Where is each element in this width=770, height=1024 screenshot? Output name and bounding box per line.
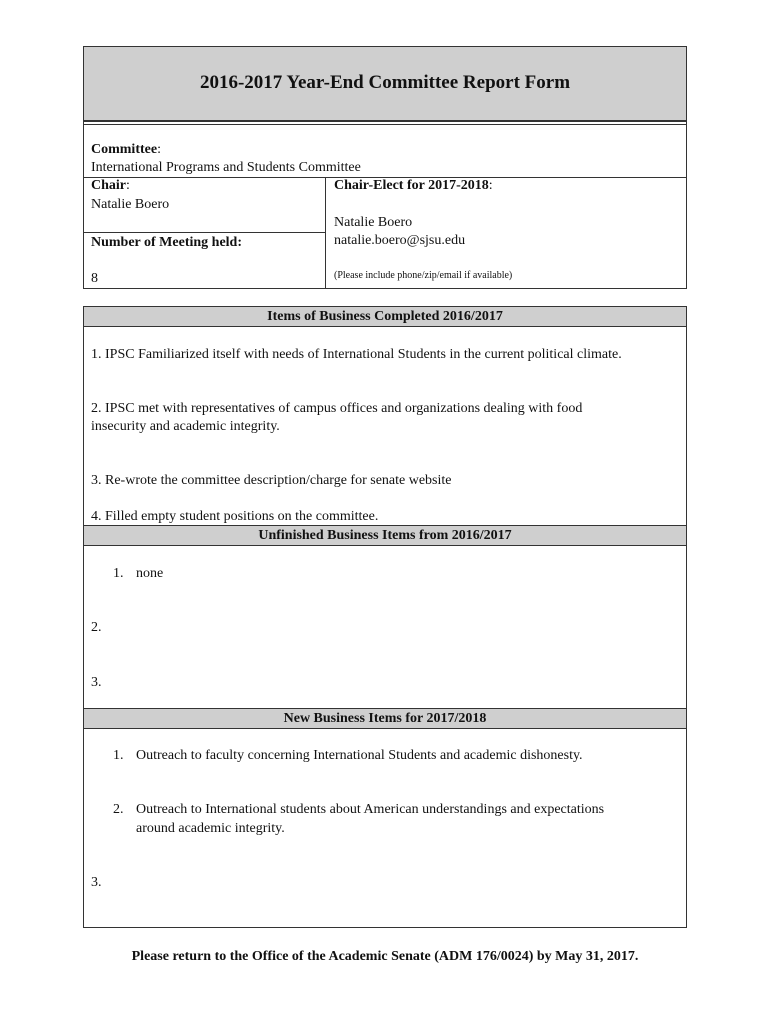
committee-label-line (91, 142, 161, 158)
new-heading: New Business Items for 2017/2018 (283, 711, 487, 726)
unfinished-item-2: 2. (91, 620, 102, 635)
new-item-2-line-1: Outreach to International students about American understandings and expectations (136, 802, 605, 817)
completed-item-2-cont: insecurity and academic integrity. (91, 419, 280, 434)
new-item-3: 3. (91, 875, 102, 890)
completed-item-2: 2. IPSC met with representatives of campus offices and organizations dealing with food (91, 401, 583, 416)
committee-label: Committee (91, 142, 158, 157)
unfinished-heading: Unfinished Business Items from 2016/2017 (258, 528, 512, 543)
contact-note: (Please include phone/zip/email if available) (334, 270, 513, 281)
unfinished-item-1-num: 1. (113, 566, 124, 581)
unfinished-item-1: none (136, 566, 164, 581)
meetings-value: 8 (91, 271, 98, 286)
info-box (83, 121, 687, 289)
new-item-2-num: 2. (113, 802, 124, 817)
chair-label-line (91, 178, 130, 194)
chair-label: Chair (91, 178, 126, 193)
unfinished-heading-rule (83, 545, 687, 546)
chair-value: Natalie Boero (91, 197, 170, 212)
completed-heading-rule (83, 326, 687, 327)
completed-item-1: 1. IPSC Familiarized itself with needs of International Students in the current political climate. (91, 347, 622, 362)
chair-elect-label: Chair-Elect for 2017-2018 (334, 178, 489, 193)
new-item-2-line-2: around academic integrity. (136, 821, 285, 836)
new-item-1-num: 1. (113, 748, 124, 763)
form-title: 2016-2017 Year-End Committee Report Form (199, 72, 571, 93)
chair-elect-label-line (334, 178, 493, 194)
completed-heading: Items of Business Completed 2016/2017 (267, 309, 503, 324)
return-instructions: Please return to the Office of the Academic Senate (ADM 176/0024) by May 31, 2017. (131, 949, 639, 964)
info-divider-top (83, 124, 687, 125)
meetings-label: Number of Meeting held: (91, 235, 242, 250)
completed-item-3: 3. Re-wrote the committee description/charge for senate website (91, 473, 452, 488)
chair-colon: : (126, 178, 130, 193)
info-divider-col (325, 177, 326, 289)
info-divider-chair (83, 232, 325, 233)
chair-elect-name: Natalie Boero (334, 215, 413, 230)
unfinished-item-3: 3. (91, 675, 102, 690)
chair-elect-email: natalie.boero@sjsu.edu (334, 233, 466, 248)
completed-item-4: 4. Filled empty student positions on the committee. (91, 509, 379, 524)
committee-colon: : (157, 142, 161, 157)
new-heading-rule (83, 728, 687, 729)
committee-value: International Programs and Students Committee (91, 160, 361, 175)
new-item-1: Outreach to faculty concerning International Students and academic dishonesty. (136, 748, 583, 763)
chair-elect-colon: : (488, 178, 493, 193)
